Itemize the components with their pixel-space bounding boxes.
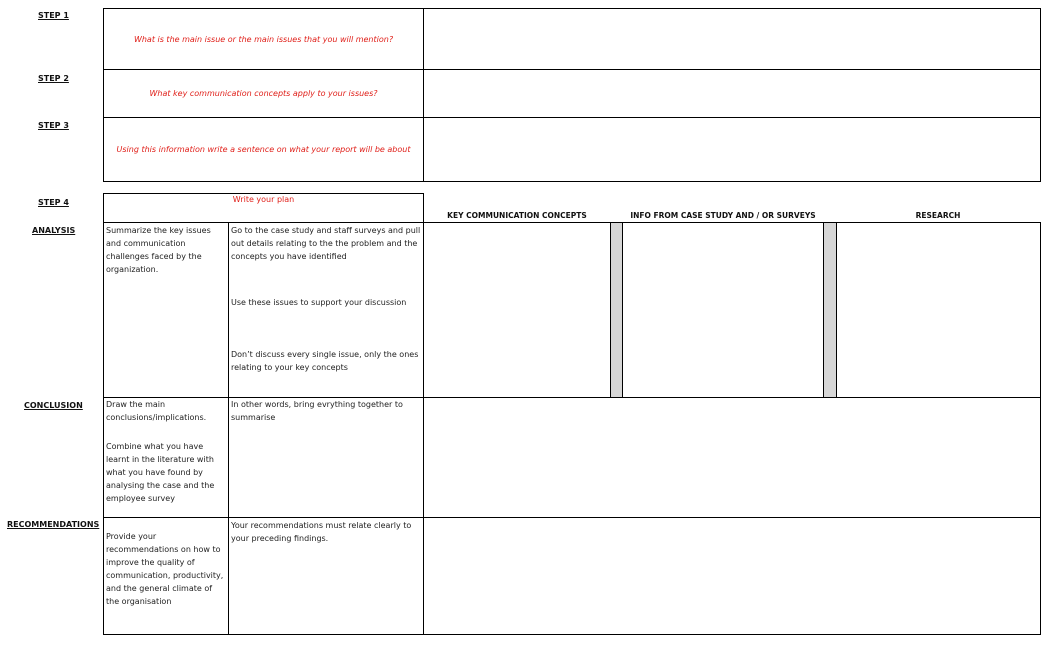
step-2-question: What key communication concepts apply to your issues? <box>149 89 378 98</box>
conclusion-note: In other words, bring evrything together to summarise <box>231 400 403 422</box>
step-1-label: STEP 1 <box>38 11 69 20</box>
analysis-note-2: Use these issues to support your discussion <box>231 298 407 307</box>
analysis-note-1: Go to the case study and staff surveys and pull out details relating to the the problem and the concepts you have identified <box>231 226 421 261</box>
recommendations-note: Your recommendations must relate clearly to your preceding findings. <box>231 521 412 543</box>
conclusion-summary-1: Draw the main conclusions/implications. <box>106 400 207 422</box>
col-header-key-concepts: KEY COMMUNICATION CONCEPTS <box>447 211 587 220</box>
col-header-research: RESEARCH <box>915 211 961 220</box>
analysis-research-cell[interactable] <box>837 223 1040 397</box>
conclusion-answer-cell[interactable] <box>424 398 1040 517</box>
step-2-label: STEP 2 <box>38 74 69 83</box>
step-1-question: What is the main issue or the main issues that you will mention? <box>133 34 394 44</box>
conclusion-label: CONCLUSION <box>24 401 83 410</box>
analysis-summary: Summarize the key issues and communication challenges faced by the organization. <box>106 226 211 274</box>
analysis-key-concepts-cell[interactable] <box>424 223 610 397</box>
plan-title: Write your plan <box>232 195 295 204</box>
step-3-label: STEP 3 <box>38 121 69 130</box>
analysis-note-3: Don’t discuss every single issue, only the ones relating to your key concepts <box>231 350 419 372</box>
step-4-label: STEP 4 <box>38 198 69 207</box>
conclusion-summary-2: Combine what you have learnt in the literature with what you have found by analysing the case and the employee survey <box>106 442 215 503</box>
step-1-answer[interactable] <box>424 9 1040 69</box>
step-2-answer[interactable] <box>424 70 1040 117</box>
analysis-label: ANALYSIS <box>32 226 76 235</box>
col-header-info-case: INFO FROM CASE STUDY AND / OR SURVEYS <box>630 211 816 220</box>
recommendations-label: RECOMMENDATIONS <box>7 520 100 529</box>
plan-col-divider-1 <box>228 222 229 635</box>
recommendations-summary: Provide your recommendations on how to improve the quality of communication, productivity, and the general climate of the organisation <box>106 532 224 606</box>
analysis-info-case-cell[interactable] <box>623 223 823 397</box>
analysis-separator-1 <box>610 223 623 397</box>
step-3-answer[interactable] <box>424 118 1040 181</box>
step-3-question: Using this information write a sentence on what your report will be about <box>116 145 411 154</box>
recommendations-answer-cell[interactable] <box>424 518 1040 634</box>
analysis-separator-2 <box>823 223 837 397</box>
